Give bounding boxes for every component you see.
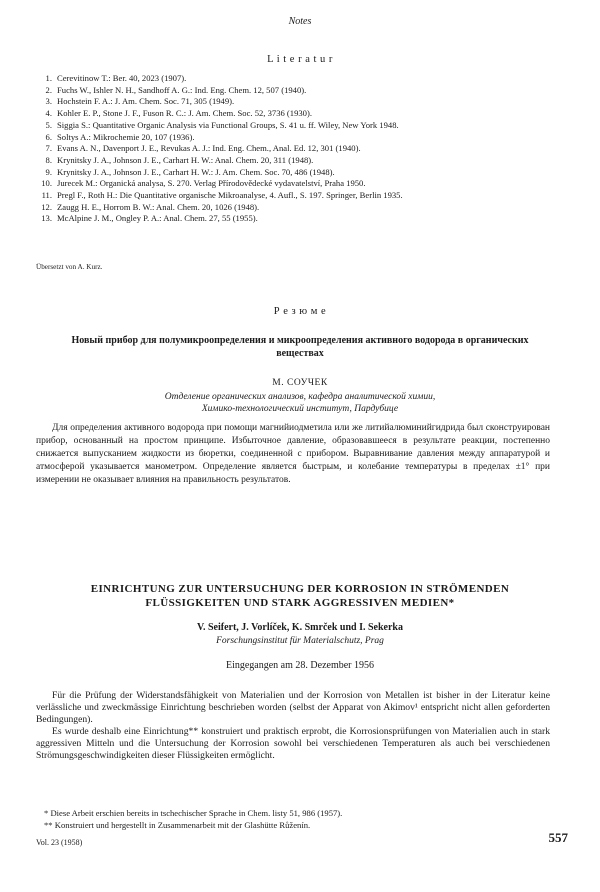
- reference-number: 2.: [45, 84, 52, 95]
- reference-item: [36, 73, 556, 85]
- resume-affiliation-line: Отделение органических анализов, кафедра аналитической химии,: [164, 392, 436, 402]
- resume-author: М. СОУЧЕК: [272, 378, 328, 388]
- reference-item: [36, 202, 556, 214]
- reference-item: [36, 85, 556, 97]
- resume-title: Новый прибор для полумикроопределения и микроопределения активного водорода в органических веществах: [71, 335, 529, 359]
- reference-item: [36, 120, 556, 132]
- footnote: * Diese Arbeit erschien bereits in tschechischer Sprache in Chem. listy 51, 986 (1957).: [44, 808, 343, 818]
- reference-text: Pregl F., Roth H.: Die Quantitative organische Mikroanalyse, 4. Aufl., S. 197. Springer, Berlin 1935.: [57, 190, 403, 201]
- reference-item: [36, 155, 556, 167]
- article-paragraph: Für die Prüfung der Widerstandsfähigkeit von Materialien und der Korrosion von Metallen ist bisher in der Literatur keine verlässliche und zweckmässige Einrichtung beschrieben worden (selbst der Apparat von Akimov¹ entspricht nicht allen geforderten Bedingungen).: [36, 690, 550, 725]
- reference-list: [36, 73, 556, 225]
- reference-text: Soltys A.: Mikrochemie 20, 107 (1936).: [57, 131, 195, 142]
- resume-heading: Р е з ю м е: [273, 306, 327, 317]
- reference-text: Hochstein F. A.: J. Am. Chem. Soc. 71, 305 (1949).: [57, 96, 235, 107]
- reference-number: 5.: [45, 119, 52, 130]
- reference-number: 3.: [45, 96, 52, 107]
- reference-number: 4.: [45, 108, 52, 119]
- running-header: Notes: [288, 16, 312, 27]
- reference-text: Jurecek M.: Organická analysa, S. 270. Verlag Přírodovědecké vydavatelství, Praha 1950.: [57, 178, 366, 189]
- reference-item: [36, 143, 556, 155]
- footnotes: [36, 808, 556, 831]
- received-date: Eingegangen am 28. Dezember 1956: [225, 660, 374, 671]
- reference-number: 7.: [45, 143, 52, 154]
- reference-number: 12.: [41, 201, 52, 212]
- reference-text: Krynitsky J. A., Johnson J. E., Carhart H. W.: Anal. Chem. 20, 311 (1948).: [57, 154, 314, 165]
- literature-heading: L i t e r a t u r: [267, 54, 333, 65]
- reference-item: [36, 190, 556, 202]
- article-authors: V. Seifert, J. Vorlíček, K. Smrček und I. Sekerka: [197, 622, 403, 633]
- article-title-line: EINRICHTUNG ZUR UNTERSUCHUNG DER KORROSION IN STRÖMENDEN: [90, 583, 510, 595]
- reference-number: 13.: [41, 213, 52, 224]
- reference-number: 9.: [45, 166, 52, 177]
- page-number: 557: [548, 830, 568, 845]
- reference-text: McAlpine J. M., Ongley P. A.: Anal. Chem. 27, 55 (1955).: [57, 213, 258, 224]
- reference-text: Kohler E. P., Stone J. F., Fuson R. C.: J. Am. Chem. Soc. 52, 3736 (1930).: [57, 108, 312, 119]
- resume-body: Для определения активного водорода при помощи магнийиодметила или же литийалюминийгидрида был сконструирован прибор, основанный на простом принципе. Избыточное давление, образовавшееся в результате реакции, постепенно снижается выпусканием жидкости из бюретки, соединенной с прибором. Выравнивание давления между аппаратурой и атмосферой указывается манометром. Определение является быстрым, и колебание температуры в пределах ±1° при измерении не оказывает влияния на правильность результатов.: [36, 423, 550, 486]
- reference-number: 6.: [45, 131, 52, 142]
- article-institute: Forschungsinstitut für Materialschutz, Prag: [216, 636, 384, 646]
- reference-item: [36, 167, 556, 179]
- reference-item: [36, 213, 556, 225]
- reference-text: Krynitsky J. A., Johnson J. E., Carhart H. W.: J. Am. Chem. Soc. 70, 486 (1948).: [57, 166, 335, 177]
- reference-text: Fuchs W., Ishler N. H., Sandhoff A. G.: Ind. Eng. Chem. 12, 507 (1940).: [57, 84, 307, 95]
- reference-item: [36, 132, 556, 144]
- reference-number: 10.: [41, 178, 52, 189]
- volume-info: Vol. 23 (1958): [36, 838, 83, 847]
- translator-note: Übersetzt von A. Kurz.: [36, 263, 103, 271]
- reference-number: 8.: [45, 154, 52, 165]
- footnote: ** Konstruiert und hergestellt in Zusammenarbeit mit der Glashütte Růženín.: [44, 819, 311, 830]
- reference-text: Zaugg H. E., Horrom B. W.: Anal. Chem. 20, 1026 (1948).: [57, 201, 260, 212]
- reference-item: [36, 108, 556, 120]
- resume-affiliation: [0, 391, 600, 415]
- article-paragraph: Es wurde deshalb eine Einrichtung** konstruiert und praktisch erprobt, die Korrosionsprüfungen von Materialien auch in stark aggressiven Mitteln und die Untersuchung der Korrosion sowohl bei verschiedenen Temperaturen als auch bei verschiedenen Strömungsgeschwindigkeiten dieser Flüssigkeiten ermöglicht.: [36, 726, 550, 761]
- reference-item: [36, 96, 556, 108]
- article-title-line: FLÜSSIGKEITEN UND STARK AGGRESSIVEN MEDIEN*: [145, 597, 455, 609]
- reference-number: 1.: [45, 73, 52, 83]
- resume-affiliation-line: Химико-технологический институт, Пардубице: [201, 404, 399, 414]
- reference-text: Cerevitinow T.: Ber. 40, 2023 (1907).: [57, 73, 187, 83]
- reference-number: 11.: [41, 190, 52, 201]
- reference-text: Siggia S.: Quantitative Organic Analysis via Functional Groups, S. 41 u. ff. Wiley, New York 1948.: [57, 119, 399, 130]
- article-body: [36, 690, 550, 762]
- reference-text: Evans A. N., Davenport J. E., Revukas A. J.: Ind. Eng. Chem., Anal. Ed. 12, 301 (1940).: [57, 143, 361, 154]
- reference-item: [36, 178, 556, 190]
- article-title: [30, 582, 570, 610]
